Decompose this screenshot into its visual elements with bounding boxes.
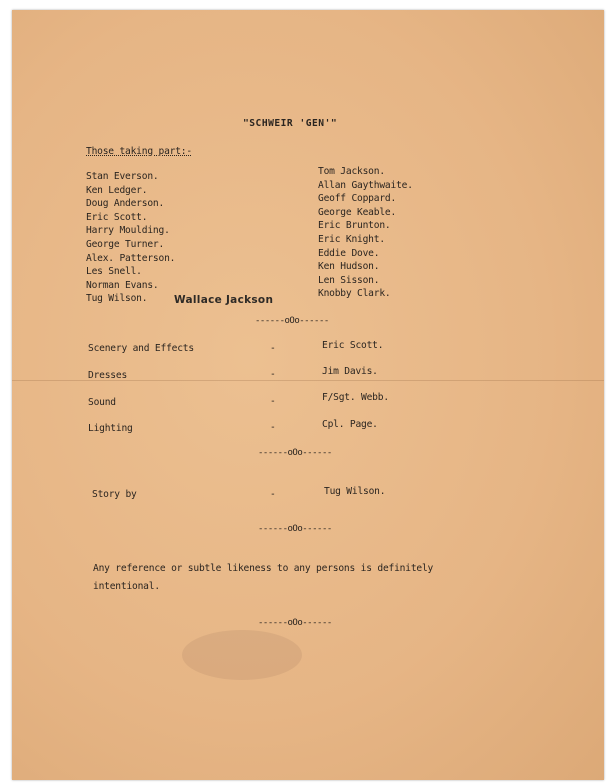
cast-member: Eric Brunton.	[318, 220, 391, 232]
cast-member: George Turner.	[86, 238, 165, 250]
cast-member: Norman Evans.	[86, 279, 159, 291]
cast-member: Len Sisson.	[318, 274, 380, 286]
cast-member: Eddie Dove.	[318, 247, 380, 259]
credit-role: Dresses	[88, 370, 128, 381]
cast-member: George Keable.	[318, 206, 397, 218]
disclaimer-text: Any reference or subtle likeness to any persons is definitely	[93, 563, 434, 574]
separator: ------oOo------	[258, 448, 332, 458]
cast-list-left	[86, 170, 175, 306]
cast-member: Doug Anderson.	[86, 198, 165, 210]
cast-member: Knobby Clark.	[318, 288, 391, 300]
cast-member: Eric Knight.	[318, 233, 385, 245]
disclaimer-text: intentional.	[93, 581, 160, 592]
credit-role: Scenery and Effects	[88, 343, 194, 354]
cast-member: Ken Hudson.	[318, 261, 380, 273]
document-title: "SCHWEIR 'GEN'"	[243, 118, 338, 129]
credit-name: Tug Wilson.	[324, 486, 386, 497]
credit-name: Cpl. Page.	[322, 419, 378, 430]
cast-member: Eric Scott.	[86, 211, 148, 223]
credit-dash: -	[270, 422, 276, 433]
cast-list-right	[318, 165, 413, 301]
cast-member: Tom Jackson.	[318, 166, 385, 177]
cast-member: Ken Ledger.	[86, 184, 148, 196]
credit-role: Sound	[88, 397, 116, 408]
cast-member: Les Snell.	[86, 266, 142, 278]
pencil-smudge	[182, 630, 302, 680]
separator: ------oOo------	[258, 524, 332, 534]
credit-dash: -	[270, 369, 276, 380]
cast-member: Geoff Coppard.	[318, 193, 397, 205]
credit-name: Jim Davis.	[322, 366, 378, 377]
cast-heading: Those taking part:-	[86, 146, 192, 157]
credit-role: Story by	[92, 489, 137, 500]
cast-member: Tug Wilson.	[86, 293, 148, 305]
handwritten-cast-addition: Wallace Jackson	[174, 294, 274, 306]
credit-dash: -	[270, 489, 276, 500]
separator: ------oOo------	[258, 618, 332, 628]
credit-name: Eric Scott.	[322, 340, 384, 351]
cast-member: Alex. Patterson.	[86, 252, 176, 264]
cast-member: Harry Moulding.	[86, 225, 170, 237]
credit-name: F/Sgt. Webb.	[322, 392, 389, 403]
credit-dash: -	[270, 396, 276, 407]
cast-member: Allan Gaythwaite.	[318, 179, 413, 191]
credit-dash: -	[270, 343, 276, 354]
cast-member: Stan Everson.	[86, 171, 159, 182]
separator: ------oOo------	[255, 316, 329, 326]
credit-role: Lighting	[88, 423, 133, 434]
